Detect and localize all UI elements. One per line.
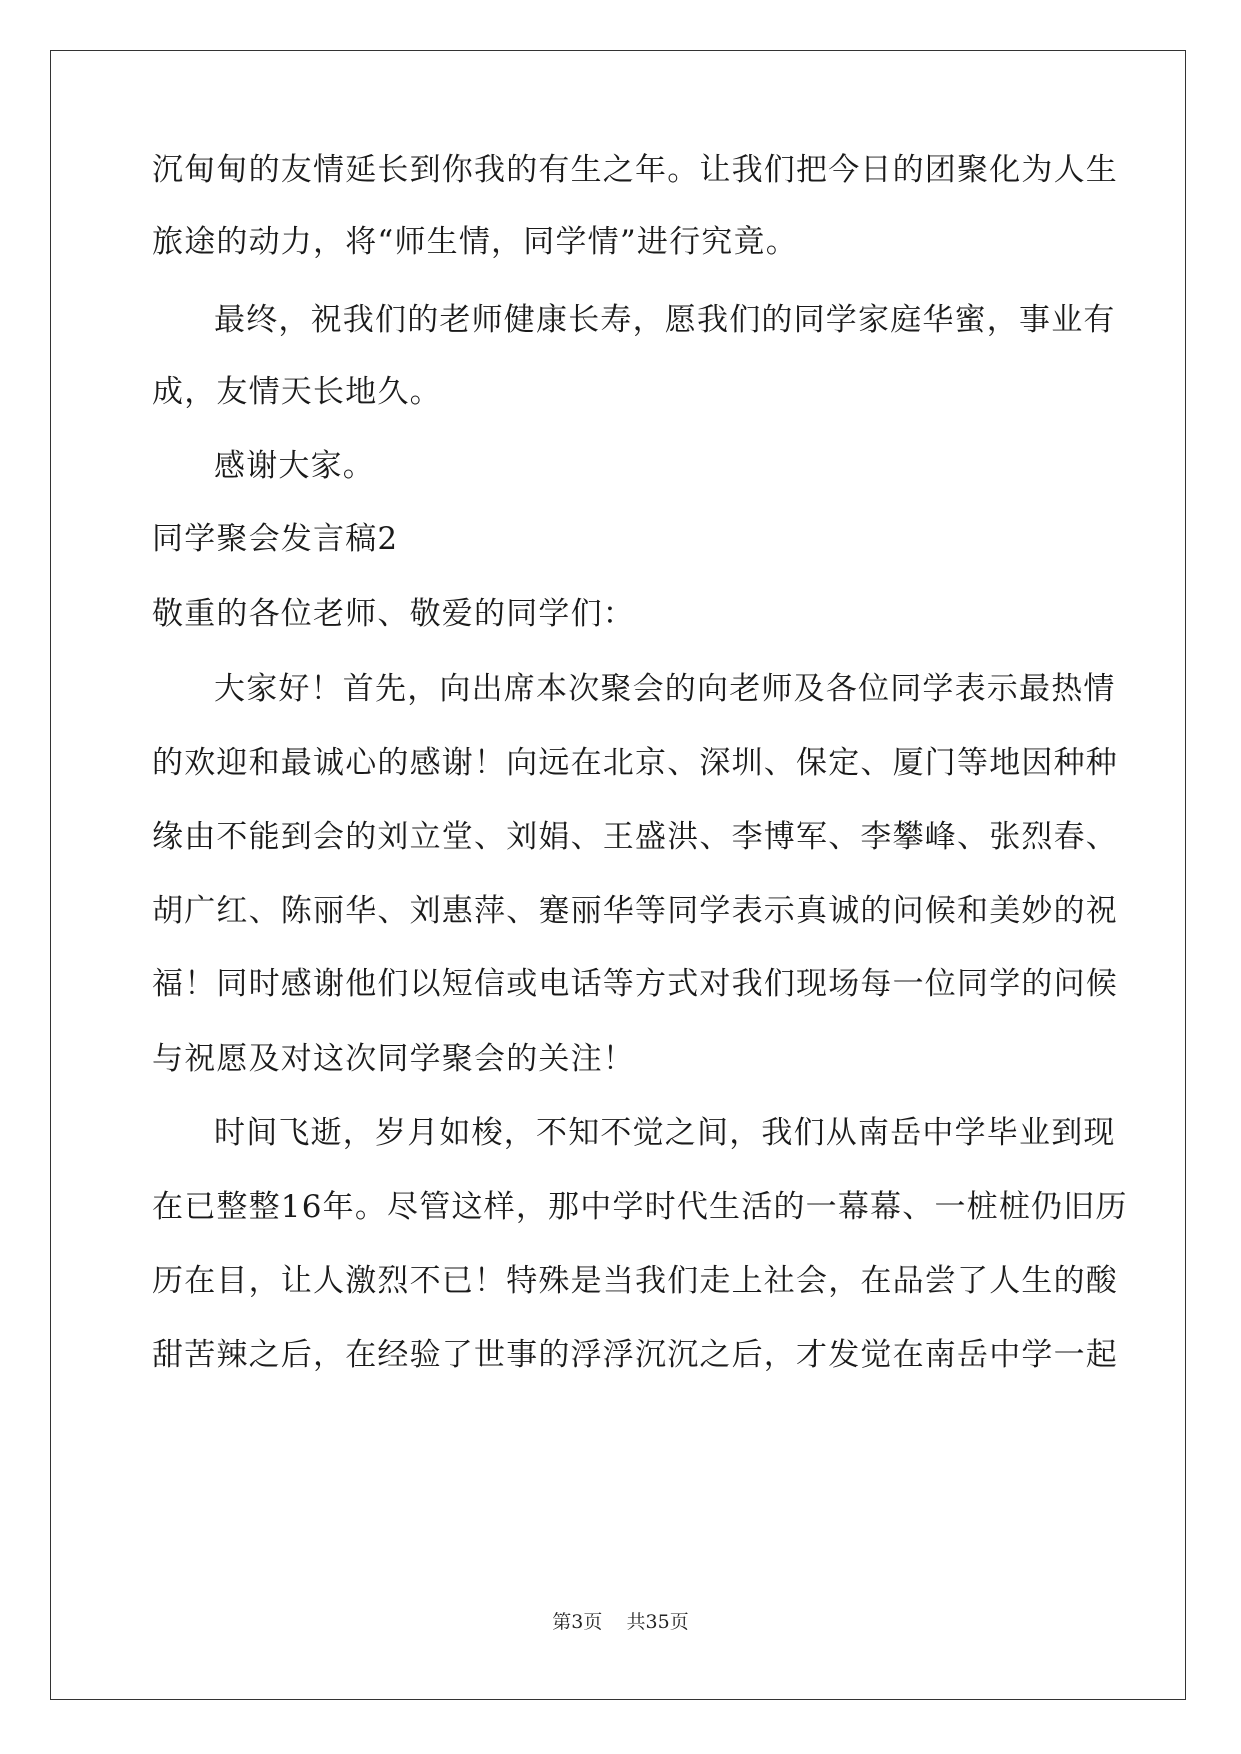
section-heading: 同学聚会发言稿2 [152,521,399,557]
text-line: 旅途的动力，将“师生情，同学情”进行究竟。 [152,224,798,260]
text-line: 时间飞逝，岁月如梭，不知不觉之间，我们从南岳中学毕业到现 [214,1115,1116,1151]
page-footer [0,1610,1241,1634]
text-line: 沉甸甸的友情延长到你我的有生之年。让我们把今日的团聚化为人生 [152,152,1118,188]
text-line: 在已整整16年。尽管这样，那中学时代生活的一幕幕、一桩桩仍旧历 [152,1189,1128,1225]
text-line: 大家好！首先，向出席本次聚会的向老师及各位同学表示最热情 [214,671,1116,707]
page-total: 共35页 [626,1611,689,1633]
text-line: 成，友情天长地久。 [152,374,442,410]
text-line: 缘由不能到会的刘立堂、刘娟、王盛洪、李博军、李攀峰、张烈春、 [152,819,1118,855]
text-line: 的欢迎和最诚心的感谢！向远在北京、深圳、保定、厦门等地因种种 [152,745,1118,781]
text-line: 福！同时感谢他们以短信或电话等方式对我们现场每一位同学的问候 [152,966,1118,1002]
text-line: 胡广红、陈丽华、刘惠萍、蹇丽华等同学表示真诚的问候和美妙的祝 [152,893,1118,929]
page-frame [50,50,1186,1700]
text-line: 与祝愿及对这次同学聚会的关注！ [152,1041,635,1077]
page-number: 第3页 [552,1611,603,1633]
text-line: 最终，祝我们的老师健康长寿，愿我们的同学家庭华蜜，事业有 [214,302,1116,338]
text-line: 感谢大家。 [214,448,375,484]
salutation: 敬重的各位老师、敬爱的同学们： [152,596,635,632]
text-line: 甜苦辣之后，在经验了世事的浮浮沉沉之后，才发觉在南岳中学一起 [152,1337,1118,1373]
text-line: 历在目，让人激烈不已！特殊是当我们走上社会，在品尝了人生的酸 [152,1263,1118,1299]
